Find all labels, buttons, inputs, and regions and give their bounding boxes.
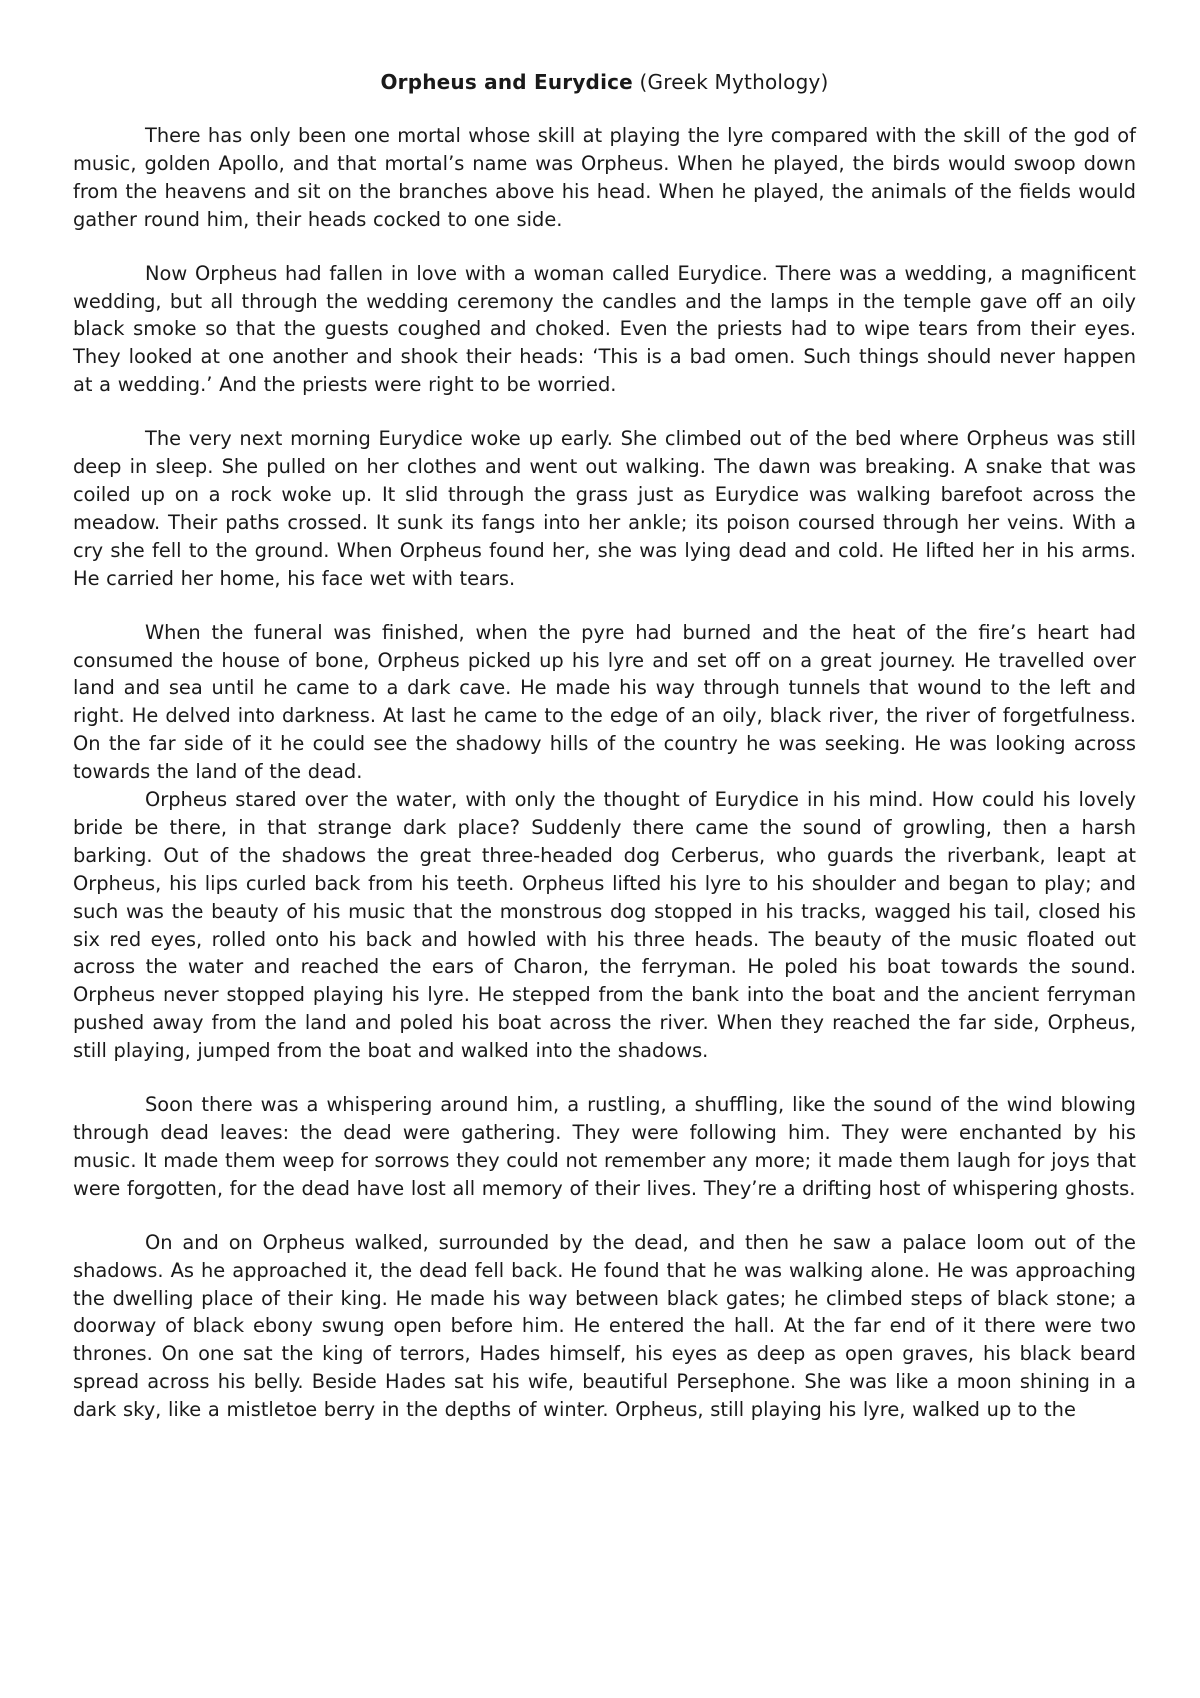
- paragraph-3: The very next morning Eurydice woke up early. She climbed out of the bed where Orpheus was still deep in sleep. She pulled on her clothes and went out walking. The dawn was breaking. A snake that was coiled up on a rock woke up. It slid through the grass just as Eurydice was walking barefoot across the meadow. Their paths crossed. It sunk its fangs into her ankle; its poison coursed through her veins. With a cry she fell to the ground. When Orpheus found her, she was lying dead and cold. He lifted her in his arms. He carried her home, his face wet with tears.: [73, 427, 1136, 590]
- document-page: [73, 68, 1136, 1424]
- paragraph-2: Now Orpheus had fallen in love with a woman called Eurydice. There was a wedding, a magnificent wedding, but all through the wedding ceremony the candles and the lamps in the temple gave off an oily black smoke so that the guests coughed and choked. Even the priests had to wipe tears from their eyes. They looked at one another and shook their heads: ‘This is a bad omen. Such things should never happen at a wedding.’ And the priests were right to be worried.: [73, 261, 1136, 397]
- title-subtitle: (Greek Mythology): [632, 70, 829, 94]
- document-title: [73, 68, 1136, 96]
- title-main: Orpheus and Eurydice: [380, 70, 633, 94]
- paragraph-4: When the funeral was finished, when the pyre had burned and the heat of the fire’s heart had consumed the house of bone, Orpheus picked up his lyre and set off on a great journey. He travelled over land and sea until he came to a dark cave. He made his way through tunnels that wound to the left and right. He delved into darkness. At last he came to the edge of an oily, black river, the river of forgetfulness. On the far side of it he could see the shadowy hills of the country he was seeking. He was looking across towards the land of the dead.: [73, 620, 1136, 784]
- paragraph-7: On and on Orpheus walked, surrounded by the dead, and then he saw a palace loom out of the shadows. As he approached it, the dead fell back. He found that he was walking alone. He was approaching the dwelling place of their king. He made his way between black gates; he climbed steps of black stone; a doorway of black ebony swung open before him. He entered the hall. At the far end of it there were two thrones. On one sat the king of terrors, Hades himself, his eyes as deep as open graves, his black beard spread across his belly. Beside Hades sat his wife, beautiful Persephone. She was like a moon shining in a dark sky, like a mistletoe berry in the depths of winter. Orpheus, still playing his lyre, walked up to the: [73, 1230, 1136, 1422]
- paragraph-1: There has only been one mortal whose skill at playing the lyre compared with the skill of the god of music, golden Apollo, and that mortal’s name was Orpheus. When he played, the birds would swoop down from the heavens and sit on the branches above his head. When he played, the animals of the fields would gather round him, their heads cocked to one side.: [73, 124, 1136, 231]
- paragraph-5: Orpheus stared over the water, with only the thought of Eurydice in his mind. How could his lovely bride be there, in that strange dark place? Suddenly there came the sound of growling, then a harsh barking. Out of the shadows the great three-headed dog Cerberus, who guards the riverbank, leapt at Orpheus, his lips curled back from his teeth. Orpheus lifted his lyre to his shoulder and began to play; and such was the beauty of his music that the monstrous dog stopped in his tracks, wagged his tail, closed his six red eyes, rolled onto his back and howled with his three heads. The beauty of the music floated out across the water and reached the ears of Charon, the ferryman. He poled his boat towards the sound. Orpheus never stopped playing his lyre. He stepped from the bank into the boat and the ancient ferryman pushed away from the land and poled his boat across the river. When they reached the far side, Orpheus, still playing, jumped from the boat and walked into the shadows.: [73, 788, 1136, 1063]
- paragraph-6: Soon there was a whispering around him, a rustling, a shuffling, like the sound of the wind blowing through dead leaves: the dead were gathering. They were following him. They were enchanted by his music. It made them weep for sorrows they could not remember any more; it made them laugh for joys that were forgotten, for the dead have lost all memory of their lives. They’re a drifting host of whispering ghosts.: [73, 1093, 1136, 1200]
